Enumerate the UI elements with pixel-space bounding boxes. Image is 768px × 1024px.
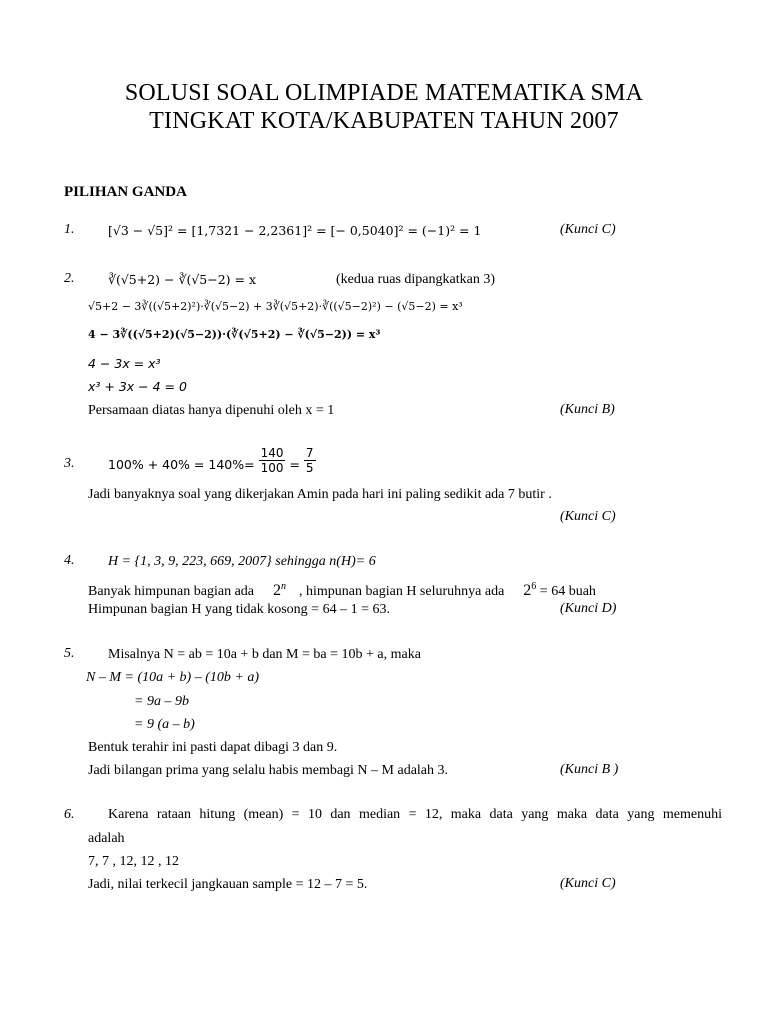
problem-3-key: (Kunci C) bbox=[560, 509, 616, 524]
problem-3-fraction-1-numerator: 140 bbox=[260, 446, 284, 460]
problem-5-key: (Kunci B ) bbox=[560, 762, 619, 777]
problem-2-number: 2. bbox=[64, 271, 75, 286]
problem-5-premise: Misalnya N = ab = 10a + b dan M = ba = 10b + a, maka bbox=[108, 647, 421, 662]
problem-3-fraction-2 bbox=[304, 446, 316, 475]
problem-1-key: (Kunci C) bbox=[560, 222, 616, 237]
problem-4-nonempty: Himpunan bagian H yang tidak kosong = 64 – 1 = 63. bbox=[88, 602, 390, 617]
problem-5-step-3: = 9 (a – b) bbox=[134, 717, 195, 732]
problem-2-equation-2: √5+2 − 3∛((√5+2)²)·∛(√5−2) + 3∛(√5+2)·∛((√5−2)²) − (√5−2) = x³ bbox=[88, 300, 463, 313]
problem-4-subsets-line bbox=[88, 578, 596, 601]
problem-4-all-subsets-text: , himpunan bagian H seluruhnya ada bbox=[299, 584, 505, 599]
problem-4-number: 4. bbox=[64, 553, 75, 568]
problem-4-subsets-text: Banyak himpunan bagian ada bbox=[88, 584, 255, 599]
problem-3-equals: = bbox=[289, 457, 300, 472]
problem-5-number: 5. bbox=[64, 646, 75, 661]
problem-2-note: (kedua ruas dipangkatkan 3) bbox=[336, 272, 495, 287]
problem-2-equation-5: x³ + 3x − 4 = 0 bbox=[88, 379, 187, 394]
problem-3-fraction-2-numerator: 7 bbox=[305, 446, 314, 460]
section-heading: PILIHAN GANDA bbox=[64, 184, 187, 200]
problem-4-key: (Kunci D) bbox=[560, 601, 617, 616]
problem-2-conclusion: Persamaan diatas hanya dipenuhi oleh x = 1 bbox=[88, 403, 335, 418]
problem-5-divisibility: Bentuk terahir ini pasti dapat dibagi 3 dan 9. bbox=[88, 740, 338, 755]
problem-6-number: 6. bbox=[64, 807, 75, 822]
problem-6-statement-cont: adalah bbox=[88, 831, 125, 846]
problem-5-step-2: = 9a – 9b bbox=[134, 694, 189, 709]
problem-3-conclusion: Jadi banyaknya soal yang dikerjakan Amin pada hari ini paling sedikit ada 7 butir . bbox=[88, 487, 552, 502]
problem-3-fraction-1-denominator: 100 bbox=[260, 461, 284, 475]
problem-6-key: (Kunci C) bbox=[560, 876, 616, 891]
problem-4-power-26: $2^6$ bbox=[523, 581, 537, 599]
problem-4-power-2n: 2$^n$ bbox=[273, 581, 287, 599]
problem-3-equation bbox=[108, 446, 316, 475]
problem-3-fraction-2-denominator: 5 bbox=[305, 461, 314, 475]
problem-6-data: 7, 7 , 12, 12 , 12 bbox=[88, 854, 179, 869]
problem-1-number: 1. bbox=[64, 222, 75, 237]
problem-3-number: 3. bbox=[64, 456, 75, 471]
problem-4-set: H = {1, 3, 9, 223, 669, 2007} sehingga n(H)= 6 bbox=[108, 554, 376, 569]
problem-6-conclusion: Jadi, nilai terkecil jangkauan sample = 12 – 7 = 5. bbox=[88, 877, 368, 892]
document-title-line-1: SOLUSI SOAL OLIMPIADE MATEMATIKA SMA bbox=[124, 80, 644, 106]
problem-5-conclusion: Jadi bilangan prima yang selalu habis membagi N – M adalah 3. bbox=[88, 763, 449, 778]
problem-4-count: = 64 buah bbox=[539, 584, 596, 599]
problem-3-percent-sum: 100% + 40% = 140%= bbox=[108, 457, 255, 472]
problem-1-equation: [√3 − √5]² = [1,7321 − 2,2361]² = [− 0,5040]² = (−1)² = 1 bbox=[108, 223, 482, 238]
problem-6-statement: Karena rataan hitung (mean) = 10 dan median = 12, maka data yang maka data yang memenuhi bbox=[108, 807, 722, 822]
problem-2-equation-3: 4 − 3∛((√5+2)(√5−2))·(∛(√5+2) − ∛(√5−2)) = x³ bbox=[88, 328, 381, 341]
document-title-line-2: TINGKAT KOTA/KABUPATEN TAHUN 2007 bbox=[149, 108, 619, 134]
problem-2-equation-4: 4 − 3x = x³ bbox=[88, 356, 161, 371]
problem-2-equation-1: ∛(√5+2) − ∛(√5−2) = x bbox=[108, 272, 257, 287]
problem-2-key: (Kunci B) bbox=[560, 402, 615, 417]
problem-5-step-1: N – M = (10a + b) – (10b + a) bbox=[86, 670, 259, 685]
problem-3-fraction-1 bbox=[259, 446, 286, 475]
